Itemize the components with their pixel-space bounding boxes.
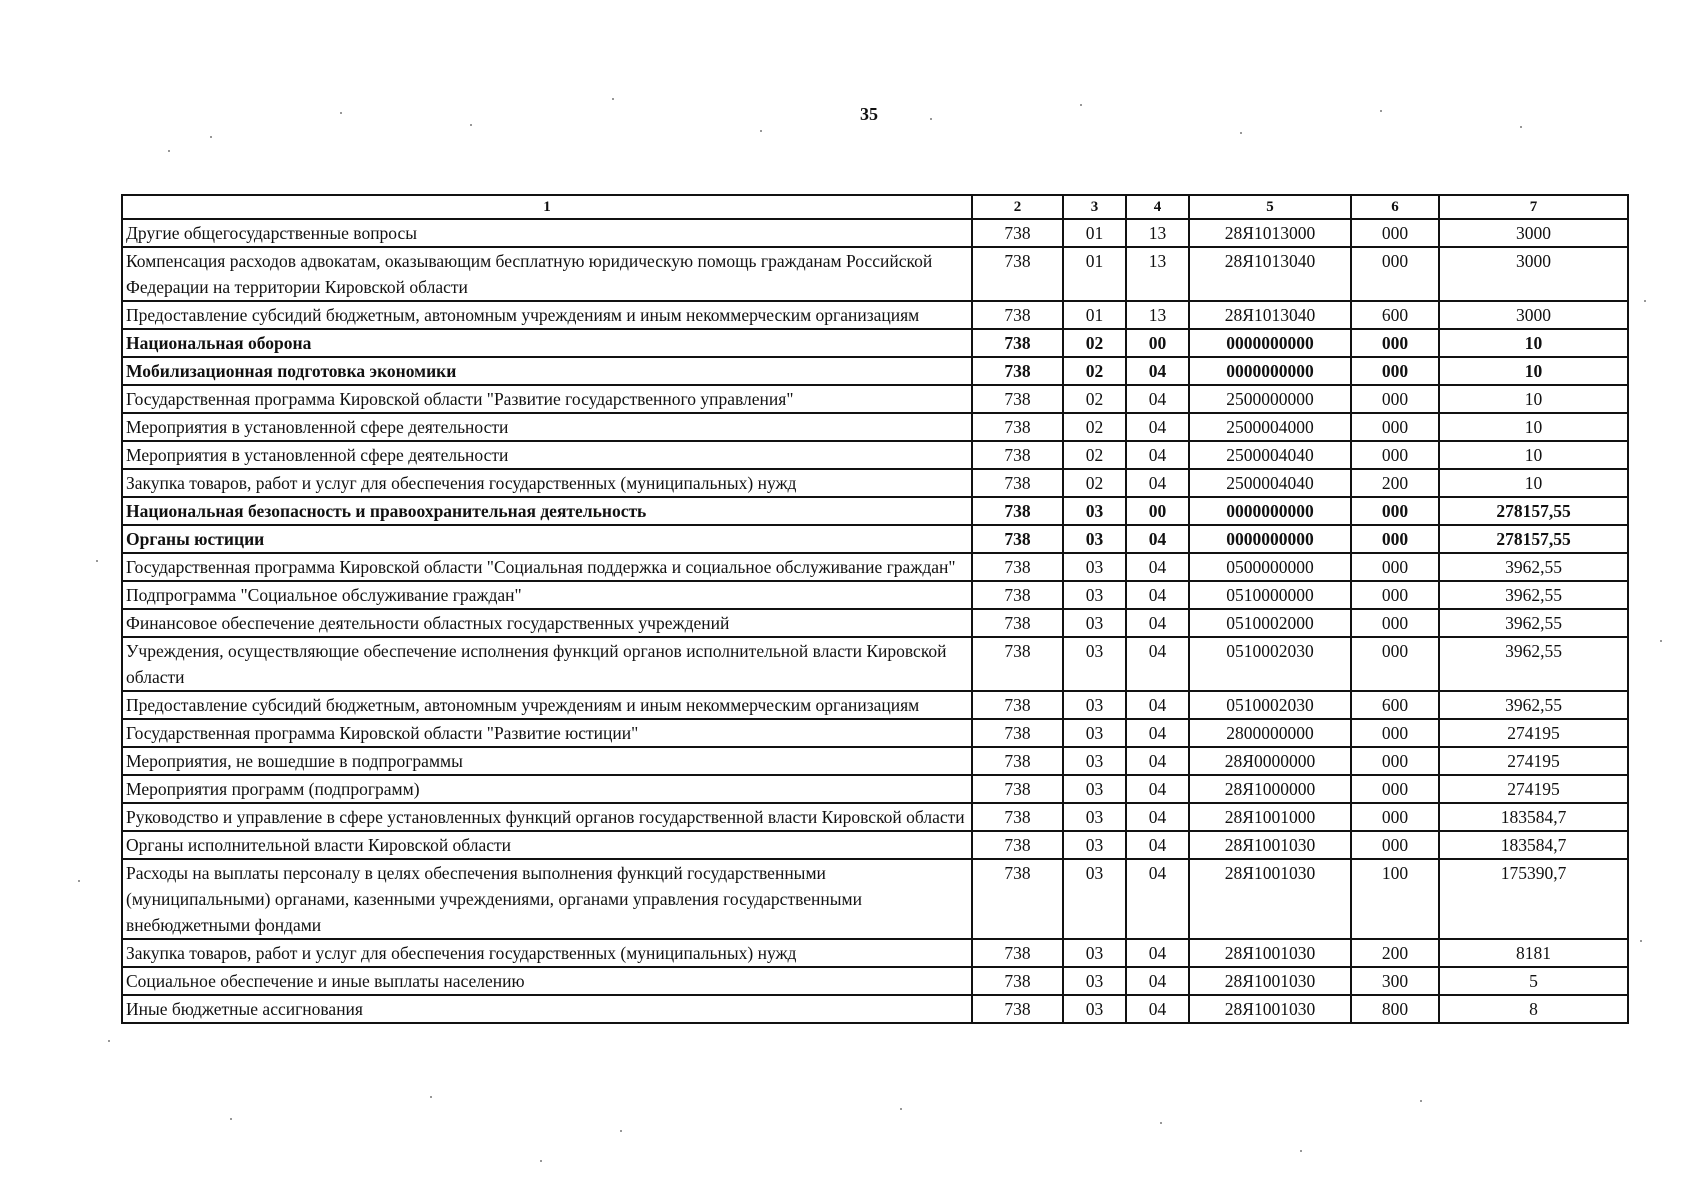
row-value-cell: 04 <box>1126 609 1189 637</box>
row-value-cell: 28Я1001030 <box>1189 995 1351 1023</box>
speck <box>1300 1150 1302 1152</box>
row-value-cell: 000 <box>1351 719 1439 747</box>
row-name-cell: Мероприятия программ (подпрограмм) <box>122 775 972 803</box>
speck <box>1160 1122 1162 1124</box>
speck <box>1660 640 1662 642</box>
row-value-cell: 02 <box>1063 469 1126 497</box>
row-value-cell: 02 <box>1063 329 1126 357</box>
row-value-cell: 01 <box>1063 247 1126 301</box>
row-value-cell: 03 <box>1063 525 1126 553</box>
header-row <box>122 195 1628 219</box>
row-value-cell: 738 <box>972 385 1063 413</box>
row-value-cell: 10 <box>1439 385 1628 413</box>
row-value-cell: 738 <box>972 219 1063 247</box>
row-value-cell: 28Я1001030 <box>1189 831 1351 859</box>
row-name-cell: Мероприятия в установленной сфере деятельности <box>122 413 972 441</box>
row-value-cell: 3962,55 <box>1439 691 1628 719</box>
table-row <box>122 525 1628 553</box>
row-value-cell: 000 <box>1351 831 1439 859</box>
table-row <box>122 775 1628 803</box>
row-value-cell: 738 <box>972 553 1063 581</box>
row-value-cell: 04 <box>1126 441 1189 469</box>
row-value-cell: 04 <box>1126 747 1189 775</box>
row-value-cell: 274195 <box>1439 775 1628 803</box>
row-value-cell: 03 <box>1063 553 1126 581</box>
row-value-cell: 04 <box>1126 831 1189 859</box>
row-value-cell: 8 <box>1439 995 1628 1023</box>
row-value-cell: 13 <box>1126 301 1189 329</box>
row-name-cell: Мероприятия, не вошедшие в подпрограммы <box>122 747 972 775</box>
row-name-cell: Финансовое обеспечение деятельности областных государственных учреждений <box>122 609 972 637</box>
row-value-cell: 738 <box>972 525 1063 553</box>
row-value-cell: 274195 <box>1439 747 1628 775</box>
row-value-cell: 10 <box>1439 441 1628 469</box>
row-value-cell: 0500000000 <box>1189 553 1351 581</box>
row-name-cell: Государственная программа Кировской области "Развитие юстиции" <box>122 719 972 747</box>
row-value-cell: 0000000000 <box>1189 329 1351 357</box>
table-row <box>122 609 1628 637</box>
row-value-cell: 3000 <box>1439 301 1628 329</box>
row-value-cell: 738 <box>972 497 1063 525</box>
speck <box>612 98 614 100</box>
row-value-cell: 03 <box>1063 691 1126 719</box>
row-value-cell: 3962,55 <box>1439 553 1628 581</box>
row-value-cell: 738 <box>972 995 1063 1023</box>
row-value-cell: 2500000000 <box>1189 385 1351 413</box>
row-value-cell: 738 <box>972 967 1063 995</box>
page-number: 35 <box>860 104 878 124</box>
row-value-cell: 03 <box>1063 497 1126 525</box>
row-name-cell: Руководство и управление в сфере установленных функций органов государственной власти Кировской области <box>122 803 972 831</box>
header-cell: 5 <box>1189 195 1351 219</box>
table-row <box>122 747 1628 775</box>
row-value-cell: 04 <box>1126 803 1189 831</box>
table-row <box>122 719 1628 747</box>
speck <box>1240 132 1242 134</box>
table-row <box>122 637 1628 691</box>
speck <box>430 1096 432 1098</box>
row-value-cell: 03 <box>1063 581 1126 609</box>
row-value-cell: 04 <box>1126 691 1189 719</box>
row-value-cell: 278157,55 <box>1439 497 1628 525</box>
row-value-cell: 10 <box>1439 469 1628 497</box>
table-body <box>122 219 1628 1023</box>
row-value-cell: 01 <box>1063 219 1126 247</box>
header-cell: 7 <box>1439 195 1628 219</box>
table-row <box>122 301 1628 329</box>
row-value-cell: 28Я1000000 <box>1189 775 1351 803</box>
row-name-cell: Расходы на выплаты персоналу в целях обеспечения выполнения функций государственными (муниципальными) органами, казенными учреждениями, органами управления государственными внебюджетными фондами <box>122 859 972 939</box>
speck <box>340 112 342 114</box>
speck <box>1080 104 1082 106</box>
row-value-cell: 0510002000 <box>1189 609 1351 637</box>
speck <box>1640 940 1642 942</box>
row-value-cell: 738 <box>972 719 1063 747</box>
table-row <box>122 469 1628 497</box>
header-cell: 3 <box>1063 195 1126 219</box>
row-value-cell: 03 <box>1063 939 1126 967</box>
row-value-cell: 03 <box>1063 775 1126 803</box>
row-value-cell: 000 <box>1351 219 1439 247</box>
row-value-cell: 04 <box>1126 581 1189 609</box>
row-value-cell: 738 <box>972 775 1063 803</box>
table-row <box>122 441 1628 469</box>
row-value-cell: 738 <box>972 803 1063 831</box>
row-value-cell: 04 <box>1126 859 1189 939</box>
row-value-cell: 03 <box>1063 803 1126 831</box>
table-row <box>122 967 1628 995</box>
row-value-cell: 00 <box>1126 497 1189 525</box>
row-name-cell: Другие общегосударственные вопросы <box>122 219 972 247</box>
row-value-cell: 738 <box>972 301 1063 329</box>
row-value-cell: 738 <box>972 859 1063 939</box>
row-value-cell: 738 <box>972 441 1063 469</box>
speck <box>168 150 170 152</box>
row-value-cell: 04 <box>1126 939 1189 967</box>
row-value-cell: 738 <box>972 637 1063 691</box>
table-row <box>122 691 1628 719</box>
row-value-cell: 00 <box>1126 329 1189 357</box>
row-value-cell: 10 <box>1439 329 1628 357</box>
row-name-cell: Социальное обеспечение и иные выплаты населению <box>122 967 972 995</box>
row-value-cell: 03 <box>1063 609 1126 637</box>
row-value-cell: 28Я1013040 <box>1189 247 1351 301</box>
row-value-cell: 183584,7 <box>1439 803 1628 831</box>
row-value-cell: 000 <box>1351 525 1439 553</box>
row-value-cell: 000 <box>1351 441 1439 469</box>
row-value-cell: 3962,55 <box>1439 581 1628 609</box>
row-value-cell: 738 <box>972 747 1063 775</box>
row-value-cell: 000 <box>1351 803 1439 831</box>
speck <box>230 1118 232 1120</box>
row-value-cell: 0510000000 <box>1189 581 1351 609</box>
row-value-cell: 02 <box>1063 385 1126 413</box>
speck <box>1420 1100 1422 1102</box>
row-value-cell: 04 <box>1126 719 1189 747</box>
table-row <box>122 385 1628 413</box>
row-name-cell: Национальная безопасность и правоохранительная деятельность <box>122 497 972 525</box>
row-name-cell: Национальная оборона <box>122 329 972 357</box>
row-value-cell: 3000 <box>1439 247 1628 301</box>
row-value-cell: 800 <box>1351 995 1439 1023</box>
row-value-cell: 03 <box>1063 859 1126 939</box>
row-value-cell: 100 <box>1351 859 1439 939</box>
table-row <box>122 219 1628 247</box>
row-name-cell: Государственная программа Кировской области "Социальная поддержка и социальное обслуживание граждан" <box>122 553 972 581</box>
row-value-cell: 01 <box>1063 301 1126 329</box>
row-value-cell: 2800000000 <box>1189 719 1351 747</box>
row-value-cell: 02 <box>1063 413 1126 441</box>
row-name-cell: Государственная программа Кировской области "Развитие государственного управления" <box>122 385 972 413</box>
header-cell: 1 <box>122 195 972 219</box>
speck <box>1520 126 1522 128</box>
table-row <box>122 553 1628 581</box>
row-value-cell: 738 <box>972 691 1063 719</box>
table-row <box>122 581 1628 609</box>
row-value-cell: 03 <box>1063 967 1126 995</box>
row-value-cell: 28Я1001030 <box>1189 859 1351 939</box>
row-value-cell: 04 <box>1126 967 1189 995</box>
row-value-cell: 600 <box>1351 691 1439 719</box>
table-row <box>122 413 1628 441</box>
row-value-cell: 000 <box>1351 413 1439 441</box>
row-value-cell: 000 <box>1351 385 1439 413</box>
row-value-cell: 183584,7 <box>1439 831 1628 859</box>
row-value-cell: 04 <box>1126 553 1189 581</box>
header-cell: 6 <box>1351 195 1439 219</box>
speck <box>96 560 98 562</box>
speck <box>620 1130 622 1132</box>
row-value-cell: 03 <box>1063 747 1126 775</box>
table-row <box>122 247 1628 301</box>
speck <box>930 118 932 120</box>
row-value-cell: 000 <box>1351 609 1439 637</box>
row-value-cell: 000 <box>1351 247 1439 301</box>
row-value-cell: 10 <box>1439 357 1628 385</box>
speck <box>760 130 762 132</box>
row-value-cell: 04 <box>1126 385 1189 413</box>
table-row <box>122 859 1628 939</box>
row-value-cell: 04 <box>1126 413 1189 441</box>
row-name-cell: Мобилизационная подготовка экономики <box>122 357 972 385</box>
row-value-cell: 738 <box>972 357 1063 385</box>
speck <box>1380 110 1382 112</box>
row-value-cell: 738 <box>972 939 1063 967</box>
row-value-cell: 300 <box>1351 967 1439 995</box>
row-value-cell: 200 <box>1351 469 1439 497</box>
row-name-cell: Учреждения, осуществляющие обеспечение исполнения функций органов исполнительной власти Кировской области <box>122 637 972 691</box>
row-value-cell: 738 <box>972 413 1063 441</box>
table-row <box>122 803 1628 831</box>
table-row <box>122 995 1628 1023</box>
row-value-cell: 2500004040 <box>1189 469 1351 497</box>
row-value-cell: 0000000000 <box>1189 525 1351 553</box>
row-value-cell: 10 <box>1439 413 1628 441</box>
row-value-cell: 2500004000 <box>1189 413 1351 441</box>
row-name-cell: Органы исполнительной власти Кировской области <box>122 831 972 859</box>
row-value-cell: 03 <box>1063 719 1126 747</box>
row-value-cell: 04 <box>1126 775 1189 803</box>
row-name-cell: Иные бюджетные ассигнования <box>122 995 972 1023</box>
row-name-cell: Предоставление субсидий бюджетным, автономным учреждениям и иным некоммерческим организациям <box>122 691 972 719</box>
row-value-cell: 200 <box>1351 939 1439 967</box>
row-value-cell: 000 <box>1351 775 1439 803</box>
speck <box>1644 300 1646 302</box>
header-cell: 2 <box>972 195 1063 219</box>
table-row <box>122 329 1628 357</box>
row-value-cell: 738 <box>972 609 1063 637</box>
row-value-cell: 738 <box>972 469 1063 497</box>
row-value-cell: 03 <box>1063 831 1126 859</box>
row-value-cell: 0510002030 <box>1189 691 1351 719</box>
row-value-cell: 000 <box>1351 553 1439 581</box>
row-value-cell: 03 <box>1063 637 1126 691</box>
budget-table <box>121 194 1629 1024</box>
row-value-cell: 738 <box>972 247 1063 301</box>
header-cell: 4 <box>1126 195 1189 219</box>
speck <box>900 1108 902 1110</box>
speck <box>470 124 472 126</box>
row-name-cell: Подпрограмма "Социальное обслуживание граждан" <box>122 581 972 609</box>
row-value-cell: 0000000000 <box>1189 357 1351 385</box>
row-value-cell: 28Я1013040 <box>1189 301 1351 329</box>
row-value-cell: 2500004040 <box>1189 441 1351 469</box>
row-value-cell: 28Я1001000 <box>1189 803 1351 831</box>
row-value-cell: 28Я1001030 <box>1189 967 1351 995</box>
row-value-cell: 04 <box>1126 469 1189 497</box>
row-value-cell: 3962,55 <box>1439 609 1628 637</box>
row-value-cell: 000 <box>1351 329 1439 357</box>
row-value-cell: 28Я1001030 <box>1189 939 1351 967</box>
table-row <box>122 497 1628 525</box>
row-value-cell: 3000 <box>1439 219 1628 247</box>
row-name-cell: Органы юстиции <box>122 525 972 553</box>
table-row <box>122 831 1628 859</box>
row-name-cell: Мероприятия в установленной сфере деятельности <box>122 441 972 469</box>
row-value-cell: 3962,55 <box>1439 637 1628 691</box>
row-value-cell: 02 <box>1063 441 1126 469</box>
table-row <box>122 939 1628 967</box>
row-name-cell: Закупка товаров, работ и услуг для обеспечения государственных (муниципальных) нужд <box>122 469 972 497</box>
row-value-cell: 000 <box>1351 357 1439 385</box>
row-value-cell: 0000000000 <box>1189 497 1351 525</box>
row-value-cell: 000 <box>1351 497 1439 525</box>
row-value-cell: 28Я0000000 <box>1189 747 1351 775</box>
row-value-cell: 278157,55 <box>1439 525 1628 553</box>
row-value-cell: 000 <box>1351 581 1439 609</box>
row-value-cell: 175390,7 <box>1439 859 1628 939</box>
row-value-cell: 0510002030 <box>1189 637 1351 691</box>
row-value-cell: 000 <box>1351 747 1439 775</box>
row-value-cell: 04 <box>1126 525 1189 553</box>
row-value-cell: 28Я1013000 <box>1189 219 1351 247</box>
row-value-cell: 600 <box>1351 301 1439 329</box>
row-name-cell: Предоставление субсидий бюджетным, автономным учреждениям и иным некоммерческим организациям <box>122 301 972 329</box>
row-value-cell: 02 <box>1063 357 1126 385</box>
row-value-cell: 738 <box>972 581 1063 609</box>
speck <box>108 1040 110 1042</box>
row-name-cell: Закупка товаров, работ и услуг для обеспечения государственных (муниципальных) нужд <box>122 939 972 967</box>
row-value-cell: 738 <box>972 831 1063 859</box>
row-name-cell: Компенсация расходов адвокатам, оказывающим бесплатную юридическую помощь гражданам Российской Федерации на территории Кировской области <box>122 247 972 301</box>
row-value-cell: 274195 <box>1439 719 1628 747</box>
row-value-cell: 04 <box>1126 995 1189 1023</box>
speck <box>210 136 212 138</box>
table-row <box>122 357 1628 385</box>
row-value-cell: 13 <box>1126 219 1189 247</box>
row-value-cell: 5 <box>1439 967 1628 995</box>
speck <box>78 880 80 882</box>
speck <box>540 1160 542 1162</box>
row-value-cell: 03 <box>1063 995 1126 1023</box>
row-value-cell: 8181 <box>1439 939 1628 967</box>
row-value-cell: 000 <box>1351 637 1439 691</box>
row-value-cell: 04 <box>1126 637 1189 691</box>
row-value-cell: 13 <box>1126 247 1189 301</box>
row-value-cell: 738 <box>972 329 1063 357</box>
row-value-cell: 04 <box>1126 357 1189 385</box>
